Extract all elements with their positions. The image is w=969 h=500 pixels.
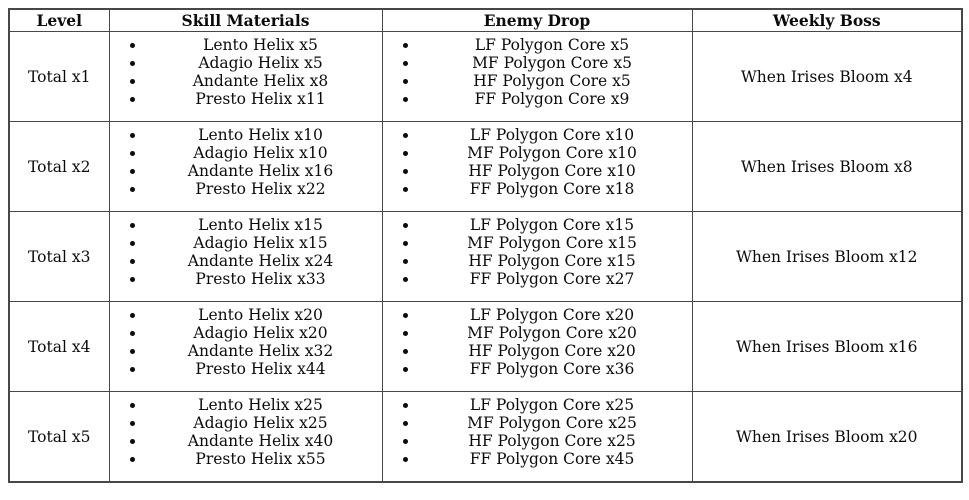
skill-material-cell [109, 302, 382, 392]
level-cell: Total x1 [9, 32, 109, 122]
level-materials-table [8, 8, 963, 483]
header-weekly-boss: Weekly Boss [692, 9, 962, 32]
skill-material-item: • Lento Helix x15 [146, 216, 376, 234]
skill-material-item: • Adagio Helix x10 [146, 144, 376, 162]
level-cell: Total x5 [9, 392, 109, 483]
enemy-drop-item: • MF Polygon Core x20 [419, 324, 686, 342]
skill-material-item: • Adagio Helix x15 [146, 234, 376, 252]
enemy-drop-item: • FF Polygon Core x27 [419, 270, 686, 288]
enemy-drop-item: • FF Polygon Core x45 [419, 450, 686, 468]
enemy-drop-list [383, 306, 686, 378]
enemy-drop-item: • MF Polygon Core x10 [419, 144, 686, 162]
enemy-drop-cell [382, 212, 692, 302]
enemy-drop-item: • LF Polygon Core x10 [419, 126, 686, 144]
enemy-drop-list [383, 126, 686, 198]
skill-material-cell [109, 32, 382, 122]
level-cell: Total x3 [9, 212, 109, 302]
enemy-drop-item: • HF Polygon Core x10 [419, 162, 686, 180]
table-row [9, 302, 962, 392]
skill-material-list [110, 306, 376, 378]
header-skill-materials: Skill Materials [109, 9, 382, 32]
skill-material-item: • Presto Helix x22 [146, 180, 376, 198]
skill-material-cell [109, 122, 382, 212]
enemy-drop-item: • FF Polygon Core x18 [419, 180, 686, 198]
enemy-drop-item: • HF Polygon Core x25 [419, 432, 686, 450]
table-row [9, 392, 962, 483]
enemy-drop-item: • FF Polygon Core x36 [419, 360, 686, 378]
skill-material-item: • Andante Helix x16 [146, 162, 376, 180]
enemy-drop-cell [382, 122, 692, 212]
enemy-drop-cell [382, 302, 692, 392]
table-row [9, 122, 962, 212]
skill-material-list [110, 396, 376, 468]
enemy-drop-cell [382, 392, 692, 483]
skill-material-item: • Lento Helix x10 [146, 126, 376, 144]
skill-material-item: • Andante Helix x40 [146, 432, 376, 450]
level-cell: Total x4 [9, 302, 109, 392]
level-cell: Total x2 [9, 122, 109, 212]
enemy-drop-list [383, 216, 686, 288]
skill-material-item: • Lento Helix x5 [146, 36, 376, 54]
enemy-drop-item: • HF Polygon Core x5 [419, 72, 686, 90]
skill-material-item: • Adagio Helix x20 [146, 324, 376, 342]
table-row [9, 212, 962, 302]
skill-material-item: • Andante Helix x8 [146, 72, 376, 90]
skill-material-list [110, 216, 376, 288]
weekly-boss-cell: When Irises Bloom x16 [692, 302, 962, 392]
skill-material-item: • Presto Helix x33 [146, 270, 376, 288]
enemy-drop-item: • LF Polygon Core x25 [419, 396, 686, 414]
header-enemy-drop: Enemy Drop [382, 9, 692, 32]
skill-material-cell [109, 212, 382, 302]
enemy-drop-item: • FF Polygon Core x9 [419, 90, 686, 108]
enemy-drop-item: • MF Polygon Core x5 [419, 54, 686, 72]
skill-material-item: • Andante Helix x32 [146, 342, 376, 360]
header-level: Level [9, 9, 109, 32]
skill-material-item: • Presto Helix x55 [146, 450, 376, 468]
skill-material-list [110, 126, 376, 198]
weekly-boss-cell: When Irises Bloom x4 [692, 32, 962, 122]
skill-material-item: • Andante Helix x24 [146, 252, 376, 270]
skill-material-item: • Presto Helix x44 [146, 360, 376, 378]
enemy-drop-cell [382, 32, 692, 122]
enemy-drop-item: • HF Polygon Core x20 [419, 342, 686, 360]
enemy-drop-item: • LF Polygon Core x5 [419, 36, 686, 54]
skill-material-list [110, 36, 376, 108]
weekly-boss-cell: When Irises Bloom x20 [692, 392, 962, 483]
table-body [9, 32, 962, 483]
enemy-drop-item: • HF Polygon Core x15 [419, 252, 686, 270]
header-row [9, 9, 962, 32]
enemy-drop-item: • LF Polygon Core x20 [419, 306, 686, 324]
skill-material-item: • Lento Helix x25 [146, 396, 376, 414]
enemy-drop-item: • LF Polygon Core x15 [419, 216, 686, 234]
table-row [9, 32, 962, 122]
skill-material-item: • Adagio Helix x25 [146, 414, 376, 432]
enemy-drop-item: • MF Polygon Core x15 [419, 234, 686, 252]
weekly-boss-cell: When Irises Bloom x8 [692, 122, 962, 212]
skill-material-item: • Lento Helix x20 [146, 306, 376, 324]
skill-material-cell [109, 392, 382, 483]
weekly-boss-cell: When Irises Bloom x12 [692, 212, 962, 302]
skill-material-item: • Presto Helix x11 [146, 90, 376, 108]
skill-material-item: • Adagio Helix x5 [146, 54, 376, 72]
enemy-drop-item: • MF Polygon Core x25 [419, 414, 686, 432]
enemy-drop-list [383, 36, 686, 108]
enemy-drop-list [383, 396, 686, 468]
